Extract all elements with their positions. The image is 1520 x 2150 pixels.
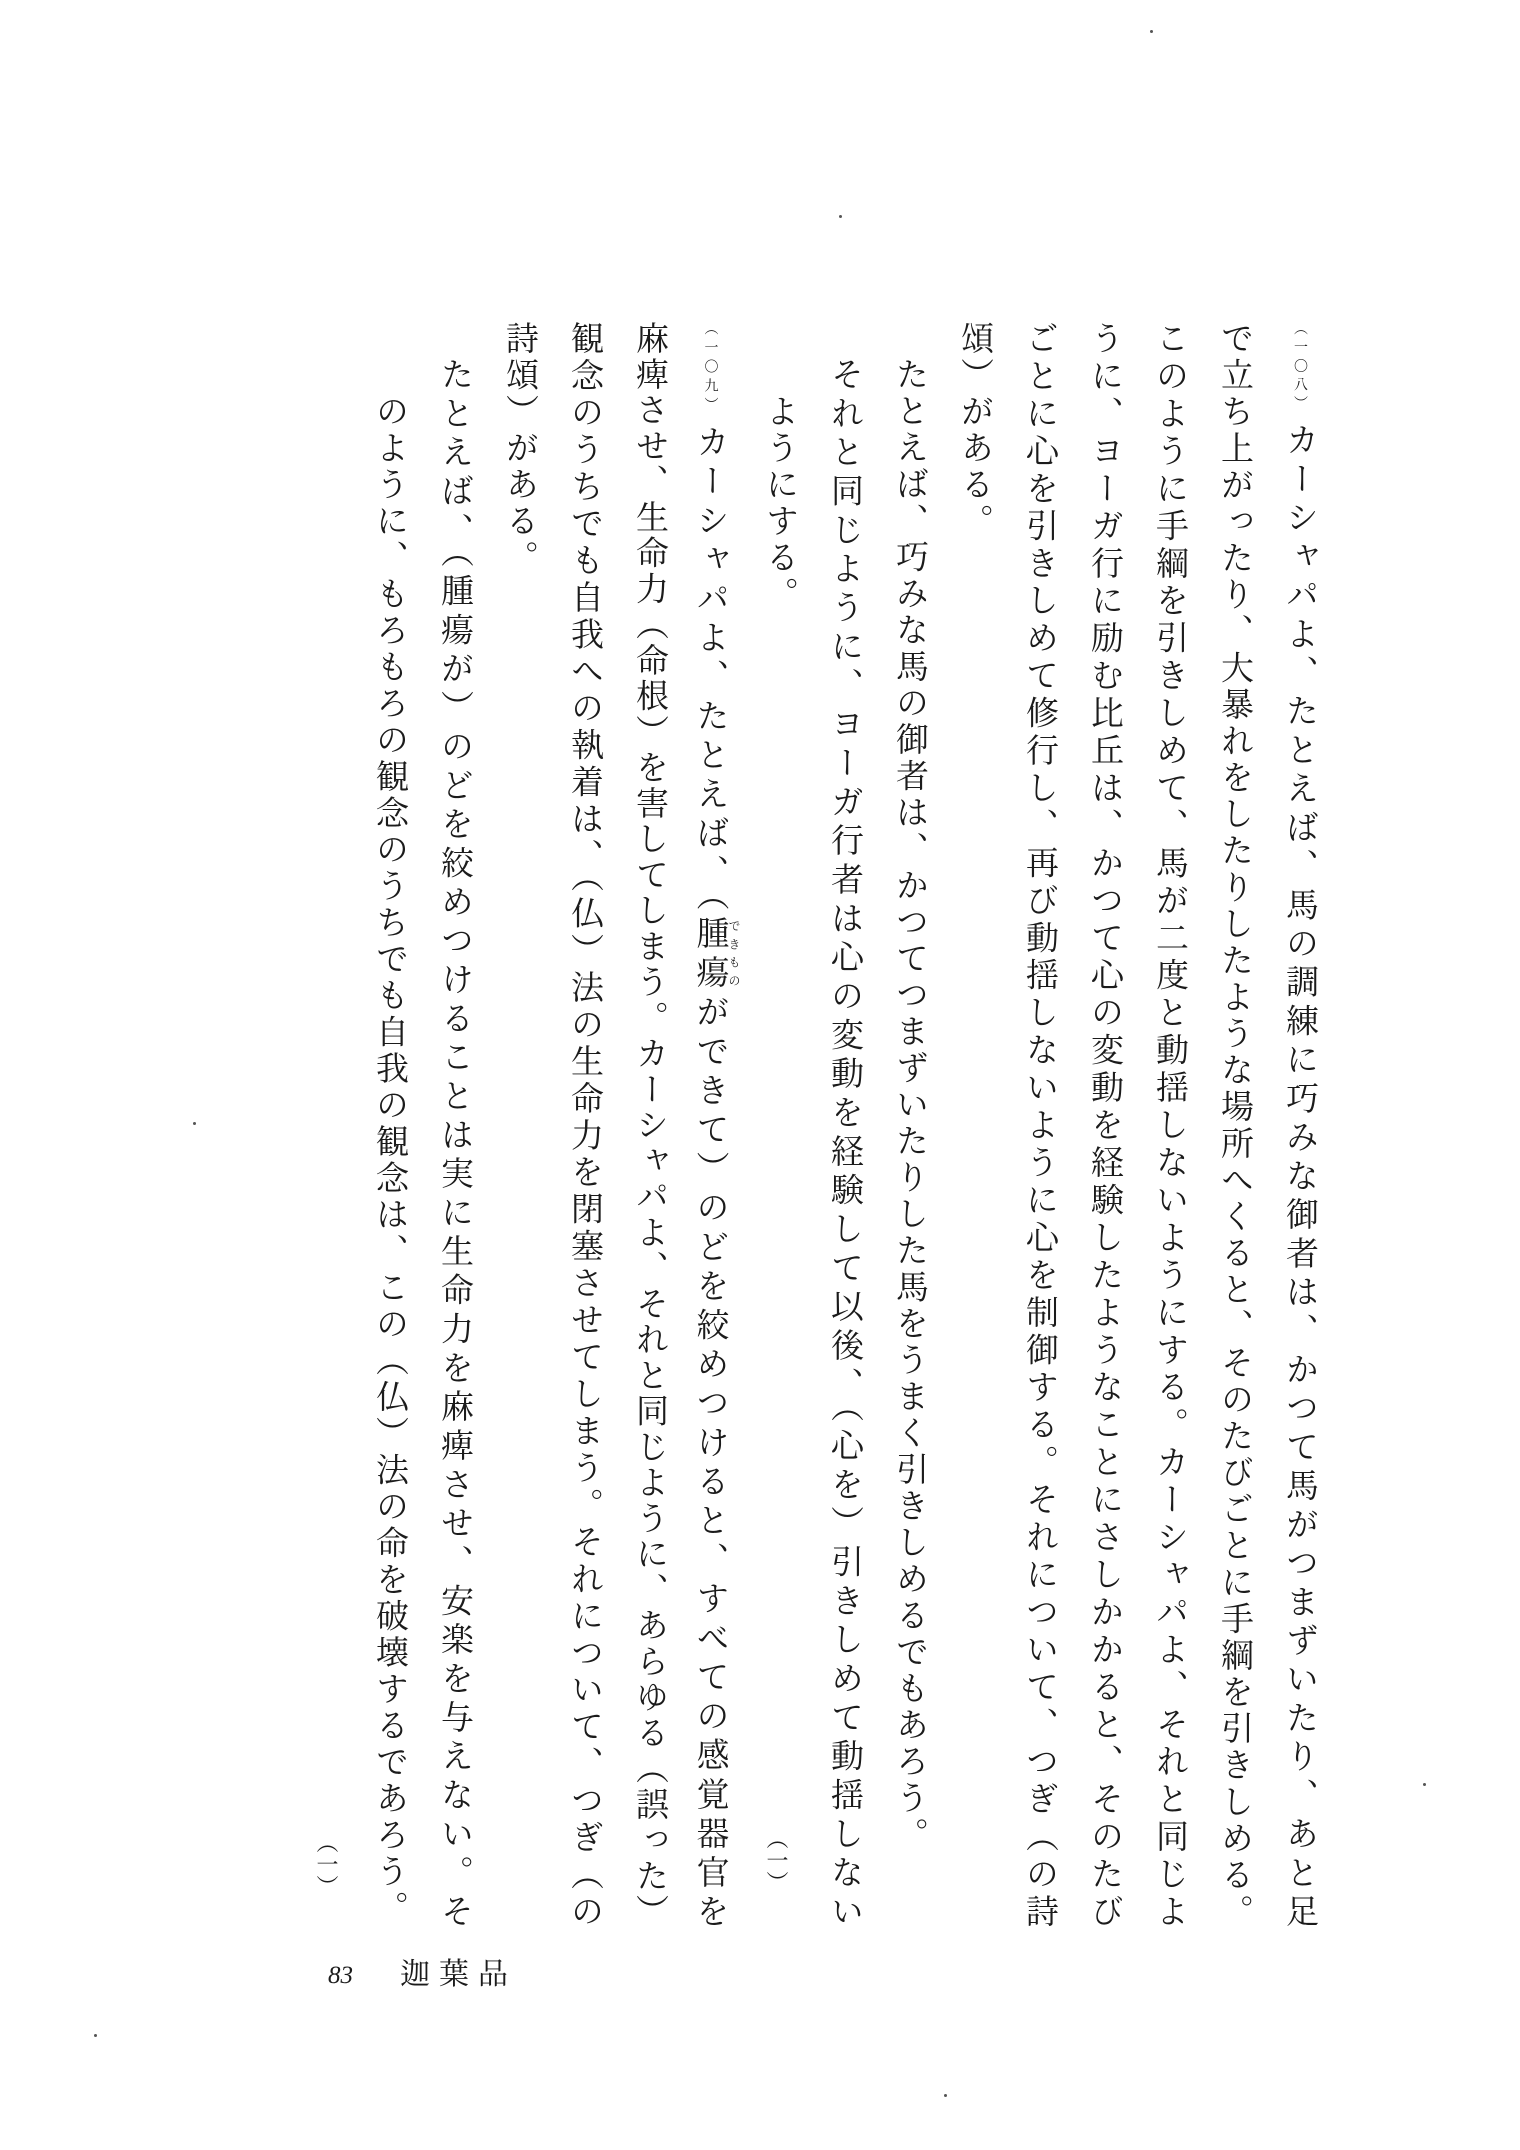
scan-speck xyxy=(1150,30,1153,33)
verse-number-marker: （一） xyxy=(763,1827,788,1893)
section-number: （一〇九） xyxy=(702,321,719,417)
chapter-title: 迦葉品 xyxy=(400,1957,517,1992)
scan-speck xyxy=(94,2034,97,2037)
prose-line: ごとに心を引きしめて修行し、再び動揺しないように心を制御する。それについて、つぎ（の詩 xyxy=(1021,321,1060,1928)
verse-line: たとえば、巧みな馬の御者は、かつてつまずいたりした馬をうまく引きしめるでもあろう。 xyxy=(891,357,930,1854)
prose-line: で立ち上がったり、大暴れをしたりしたような場所へくると、そのたびごとに手綱を引きしめる。 xyxy=(1216,321,1255,1929)
prose-line xyxy=(690,321,740,1928)
verse-line: たとえば、（腫瘍が）のどを絞めつけることは実に生命力を麻痺させ、安楽を与えない。そ xyxy=(436,357,475,1929)
prose-line-text: カーシャパよ、たとえば、馬の調練に巧みな御者は、かつて馬がつまずいたり、あと足 xyxy=(1281,422,1320,1929)
scan-speck xyxy=(944,2094,947,2097)
prose-line: うに、ヨーガ行に励む比丘は、かつて心の変動を経験したようなことにさしかかると、そのたび xyxy=(1086,321,1125,1929)
section-number: （一〇八） xyxy=(1292,321,1308,415)
ruby-base: 腫瘍 xyxy=(691,916,731,995)
prose-line: 頌）がある。 xyxy=(956,321,995,540)
verse-line: それと同じように、ヨーガ行者は心の変動を経験して以後、（心を）引きしめて動揺しない xyxy=(826,357,865,1929)
verse-line: のように、もろもろの観念のうちでも自我の観念は、この（仏）法の命を破壊するであろう。 xyxy=(371,394,410,1927)
ruby-reading: できもの xyxy=(727,916,741,990)
prose-line xyxy=(1275,321,1325,1928)
prose-line-text: ができて）のどを絞めつけると、すべての感覚器官を xyxy=(691,994,731,1929)
prose-line: このように手綱を引きしめて、馬が二度と動揺しないようにする。カーシャパよ、それと同じよ xyxy=(1151,321,1190,1929)
scan-speck xyxy=(193,1122,196,1125)
prose-line: 麻痺させ、生命力（命根）を害してしまう。カーシャパよ、それと同じように、あらゆる（誤った） xyxy=(631,321,670,1928)
prose-line: 詩頌）がある。 xyxy=(501,321,540,577)
ruby-annotation xyxy=(691,916,741,995)
page-number: 83 xyxy=(328,1962,353,1989)
verse-line: ようにする。 xyxy=(761,394,800,613)
scan-speck xyxy=(1423,1783,1426,1786)
scan-speck xyxy=(839,215,842,218)
prose-line: 観念のうちでも自我への執着は、（仏）法の生命力を閉塞させてしまう。それについて、つぎ（の xyxy=(566,321,605,1928)
prose-line-text: カーシャパよ、たとえば、（ xyxy=(691,424,731,917)
verse-number-marker: （一） xyxy=(313,1831,338,1897)
